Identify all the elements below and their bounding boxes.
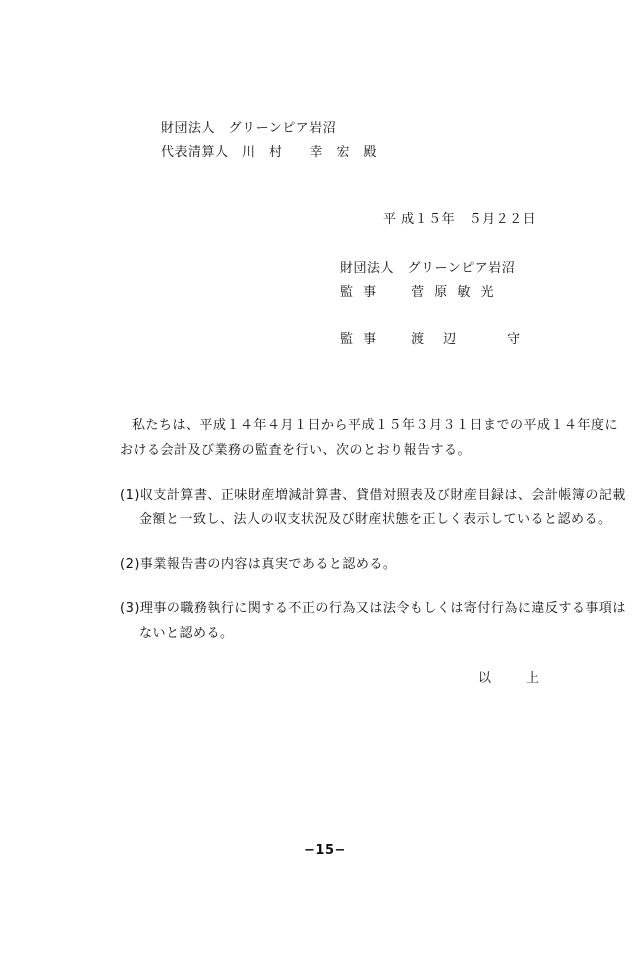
report-date: 平 成１５年 ５月２２日 <box>383 212 537 227</box>
intro-line-2: おける会計及び業務の監査を行い、次のとおり報告する。 <box>120 443 472 458</box>
item-1-line-1: (1)収支計算書、正味財産増減計算書、貸借対照表及び財産目録は、会計帳簿の記載 <box>120 488 626 503</box>
closing: 以 上 <box>478 671 543 686</box>
auditor-1: 監 事 菅 原 敏 光 <box>340 285 497 300</box>
sender-organization: 財団法人 グリーンピア岩沼 <box>340 261 516 276</box>
item-3-line-2: ないと認める。 <box>139 626 234 641</box>
page-number: −15− <box>304 843 346 858</box>
intro-line-1: 私たちは、平成１４年４月１日から平成１５年３月３１日までの平成１４年度に <box>132 418 619 433</box>
auditor-2: 監 事 渡 辺 守 <box>340 332 524 347</box>
item-1-line-2: 金額と一致し、法人の収支状況及び財産状態を正しく表示していると認める。 <box>139 512 612 527</box>
addressee-representative: 代表清算人 川 村 幸 宏 殿 <box>161 145 378 160</box>
addressee-organization: 財団法人 グリーンピア岩沼 <box>161 121 337 136</box>
item-3-line-1: (3)理事の職務執行に関する不正の行為又は法令もしくは寄付行為に違反する事項は <box>120 601 626 616</box>
item-2-line-1: (2)事業報告書の内容は真実であると認める。 <box>120 557 397 572</box>
